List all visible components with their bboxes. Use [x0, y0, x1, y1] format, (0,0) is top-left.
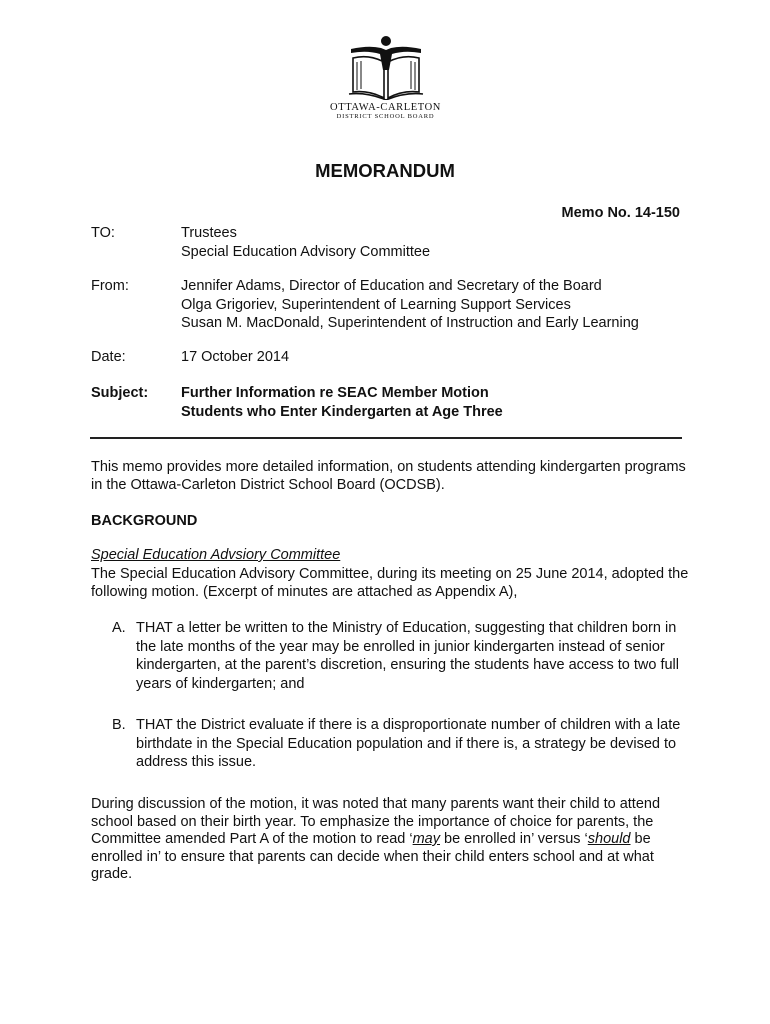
intro-paragraph: This memo provides more detailed information, on students attending kindergarten programs in the Ottawa-Carleton District School Board (OCDSB).	[91, 459, 686, 493]
subject-line: Further Information re SEAC Member Motion	[181, 385, 489, 401]
emphasis-should: should	[587, 831, 631, 847]
book-figure-logo-icon	[345, 34, 427, 100]
emphasis-may: may	[412, 831, 440, 847]
list-text: THAT the District evaluate if there is a disproportionate number of children with a late birthdate in the Special Education population and if there is, a strategy be devised to address this issue.	[136, 717, 681, 770]
header-divider	[90, 437, 682, 439]
page-title: MEMORANDUM	[315, 160, 455, 181]
from-line: Olga Grigoriev, Superintendent of Learning Support Services	[181, 296, 571, 313]
date-value: 17 October 2014	[181, 349, 290, 365]
from-line: Susan M. MacDonald, Superintendent of Instruction and Early Learning	[181, 315, 639, 331]
from-line: Jennifer Adams, Director of Education and Secretary of the Board	[181, 278, 602, 294]
subject-label: Subject:	[91, 385, 149, 401]
discussion-text: be enrolled in’ to ensure that parents can decide when their child enters school and at what grade.	[91, 831, 654, 882]
list-text: THAT a letter be written to the Ministry of Education, suggesting that children born in the late months of the year may be enrolled in junior kindergarten instead of senior kindergarten, at the parent’s discretion, ensuring the students have access to two full years of kindergarten; and	[136, 620, 679, 692]
seac-paragraph: The Special Education Advisory Committee, during its meeting on 25 June 2014, adopted the following motion. (Excerpt of minutes are attached as Appendix A),	[91, 566, 689, 600]
discussion-text: During discussion of the motion, it was noted that many parents want their child to attend school based on their birth year. To emphasize the importance of choice for parents, the Committee amended Part A of the motion to read ‘	[91, 796, 661, 847]
from-label: From:	[91, 278, 129, 294]
board-logo	[318, 34, 453, 130]
to-line: Trustees	[181, 225, 237, 241]
seac-heading: Special Education Advsiory Committee	[91, 547, 341, 563]
list-marker: A.	[112, 620, 126, 636]
logo-name: OTTAWA-CARLETON	[330, 102, 441, 113]
list-marker: B.	[112, 717, 126, 733]
subject-line: Students who Enter Kindergarten at Age Three	[181, 403, 503, 420]
to-label: TO:	[91, 225, 115, 241]
background-heading: BACKGROUND	[91, 513, 198, 529]
discussion-paragraph	[91, 796, 691, 884]
discussion-text: be enrolled in’ versus ‘	[440, 831, 588, 847]
logo-subtitle: DISTRICT SCHOOL BOARD	[336, 113, 435, 120]
memo-number: Memo No. 14-150	[561, 205, 680, 221]
date-label: Date:	[91, 349, 126, 365]
to-line: Special Education Advisory Committee	[181, 243, 431, 260]
